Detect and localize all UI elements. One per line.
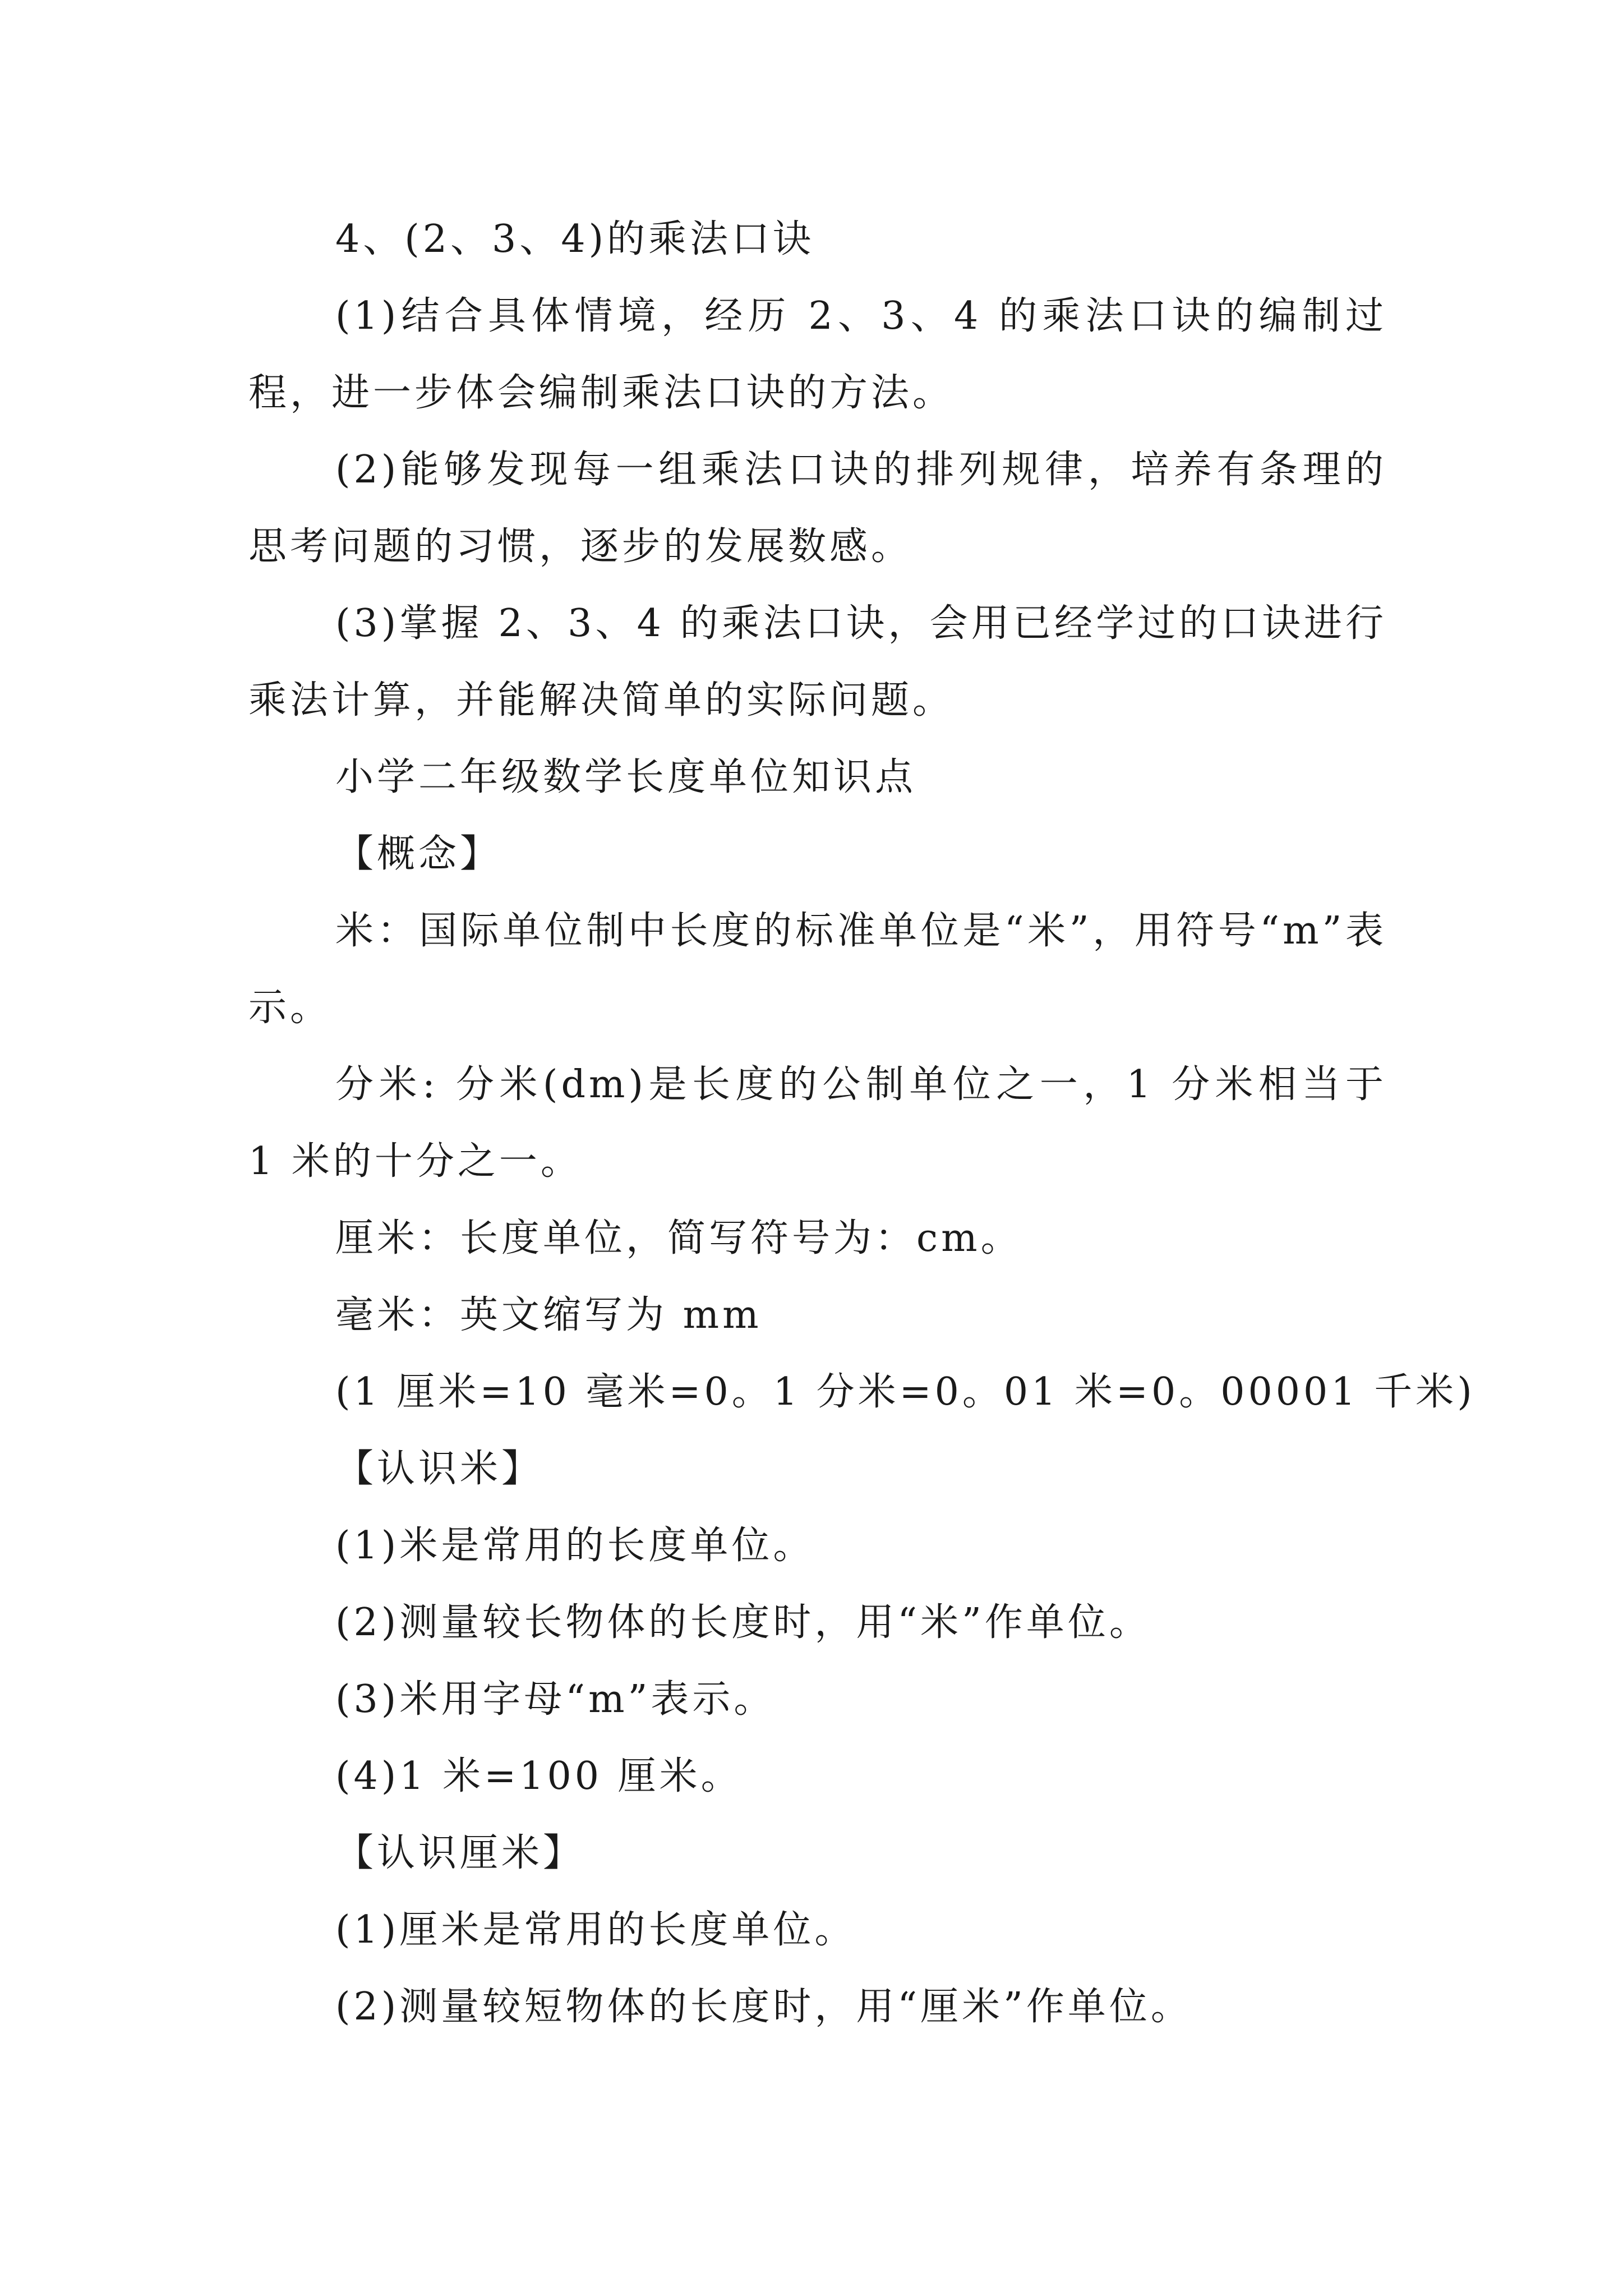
paragraph: (3)掌握 2、3、4 的乘法口诀，会用已经学过的口诀进行乘法计算，并能解决简单的实际问题。 <box>248 601 1387 723</box>
section-heading-multiplication: 4、(2、3、4)的乘法口诀 <box>335 217 815 261</box>
subheading-meter: 【认识米】 <box>335 1447 543 1491</box>
paragraph: 毫米：英文缩写为 mm <box>335 1293 762 1337</box>
paragraph: 厘米：长度单位，简写符号为：cm。 <box>335 1216 1022 1260</box>
list-item: (2)测量较短物体的长度时，用“厘米”作单位。 <box>335 1985 1192 2029</box>
paragraph: 米：国际单位制中长度的标准单位是“米”，用符号“m”表示。 <box>248 909 1387 1030</box>
list-item: (4)1 米=100 厘米。 <box>335 1754 743 1798</box>
paragraph: 分米: 分米(dm)是长度的公制单位之一，1 分米相当于 1 米的十分之一。 <box>248 1062 1387 1184</box>
document-body <box>248 201 1476 2045</box>
list-item: (1)米是常用的长度单位。 <box>335 1524 815 1568</box>
list-item: (2)测量较长物体的长度时，用“米”作单位。 <box>335 1600 1151 1645</box>
list-item: (3)米用字母“m”表示。 <box>335 1677 776 1722</box>
section-heading-length-units: 小学二年级数学长度单位知识点 <box>335 755 917 799</box>
subheading-concept: 【概念】 <box>335 832 502 876</box>
paragraph: (1)结合具体情境，经历 2、3、4 的乘法口诀的编制过程，进一步体会编制乘法口诀的方法。 <box>248 294 1387 415</box>
paragraph: (2)能够发现每一组乘法口诀的排列规律，培养有条理的思考问题的习惯，逐步的发展数感。 <box>248 448 1387 569</box>
paragraph: (1 厘米=10 毫米=0。1 分米=0。01 米=0。00001 千米) <box>335 1370 1476 1414</box>
list-item: (1)厘米是常用的长度单位。 <box>335 1908 856 1952</box>
subheading-centimeter: 【认识厘米】 <box>335 1831 585 1875</box>
